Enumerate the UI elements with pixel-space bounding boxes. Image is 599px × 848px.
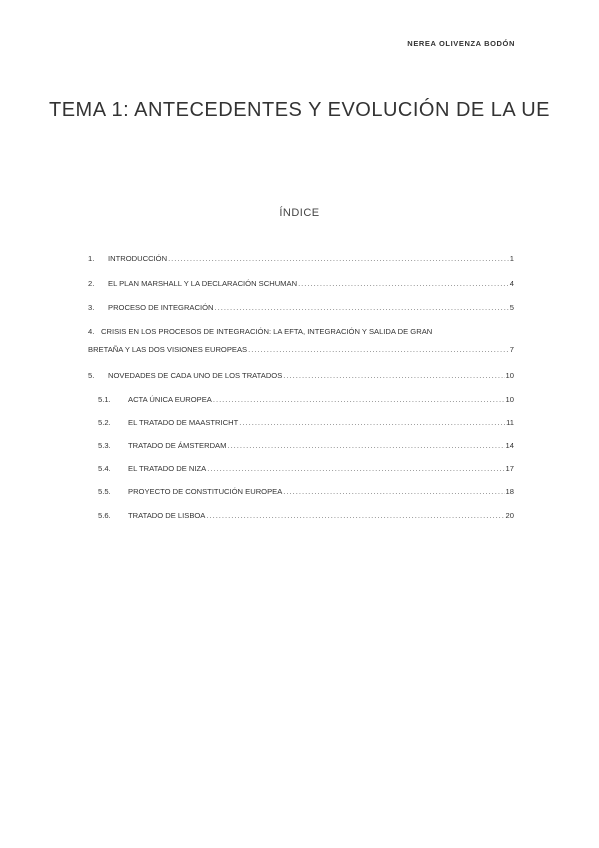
toc-text-line1: CRISIS EN LOS PROCESOS DE INTEGRACIÓN: LA EFTA, INTEGRACIÓN Y SALIDA DE GRAN xyxy=(101,327,433,336)
toc-entry-5-4[interactable] xyxy=(98,463,514,474)
toc-text: PROCESO DE INTEGRACIÓN xyxy=(108,303,214,312)
toc-number: 5.6. xyxy=(98,511,111,520)
toc-page: 10 xyxy=(505,395,514,404)
toc-number: 4. xyxy=(88,327,95,336)
toc-leader xyxy=(239,417,505,428)
toc-leader xyxy=(168,253,509,264)
toc-page: 20 xyxy=(505,511,514,520)
author-header: NEREA OLIVENZA BODÓN xyxy=(407,39,515,48)
toc-number: 5.3. xyxy=(98,441,111,450)
toc-entry-5-6[interactable] xyxy=(98,510,514,521)
toc-page: 17 xyxy=(505,464,514,473)
toc-leader xyxy=(213,394,505,405)
toc-page: 14 xyxy=(505,441,514,450)
toc-text: EL PLAN MARSHALL Y LA DECLARACIÓN SCHUMAN xyxy=(108,279,298,288)
toc-entry-5-2[interactable] xyxy=(98,417,514,428)
toc-text: EL TRATADO DE MAASTRICHT xyxy=(128,418,239,427)
toc-number: 5.1. xyxy=(98,395,111,404)
toc-page: 18 xyxy=(505,487,514,496)
toc-leader xyxy=(283,486,504,497)
toc-leader xyxy=(214,302,508,313)
toc-text: NOVEDADES DE CADA UNO DE LOS TRATADOS xyxy=(108,371,283,380)
toc-text: TRATADO DE ÁMSTERDAM xyxy=(128,441,227,450)
toc-text: INTRODUCCIÓN xyxy=(108,254,168,263)
toc-number: 2. xyxy=(88,279,95,288)
toc-text: TRATADO DE LISBOA xyxy=(128,511,206,520)
toc-entry-5-5[interactable] xyxy=(98,486,514,497)
toc-entry-4[interactable] xyxy=(88,326,514,355)
toc-page: 7 xyxy=(509,345,514,354)
toc-entry-1[interactable] xyxy=(88,253,514,264)
index-heading: ÍNDICE xyxy=(279,207,320,219)
toc-text: ACTA ÚNICA EUROPEA xyxy=(128,395,212,404)
toc-text: EL TRATADO DE NIZA xyxy=(128,464,207,473)
toc-page: 1 xyxy=(509,254,514,263)
toc-entry-3[interactable] xyxy=(88,302,514,313)
toc-number: 5.5. xyxy=(98,487,111,496)
toc-number: 5.2. xyxy=(98,418,111,427)
toc-entry-5[interactable] xyxy=(88,370,514,381)
toc-number: 5. xyxy=(88,371,95,380)
toc-number: 1. xyxy=(88,254,95,263)
toc-leader xyxy=(206,510,504,521)
toc-leader xyxy=(207,463,504,474)
toc-page: 4 xyxy=(509,279,514,288)
toc-page: 5 xyxy=(509,303,514,312)
toc-entry-5-1[interactable] xyxy=(98,394,514,405)
toc-entry-2[interactable] xyxy=(88,278,514,289)
toc-page: 10 xyxy=(505,371,514,380)
toc-leader xyxy=(283,370,504,381)
toc-leader xyxy=(227,440,504,451)
toc-number: 5.4. xyxy=(98,464,111,473)
toc-leader xyxy=(298,278,509,289)
toc-entry-5-3[interactable] xyxy=(98,440,514,451)
toc-page: 11 xyxy=(506,418,514,427)
toc-text: PROYECTO DE CONSTITUCIÓN EUROPEA xyxy=(128,487,283,496)
document-title: TEMA 1: ANTECEDENTES Y EVOLUCIÓN DE LA UE xyxy=(48,99,551,121)
toc-text-line2: BRETAÑA Y LAS DOS VISIONES EUROPEAS xyxy=(88,345,248,354)
toc-leader xyxy=(248,344,509,355)
toc-number: 3. xyxy=(88,303,95,312)
